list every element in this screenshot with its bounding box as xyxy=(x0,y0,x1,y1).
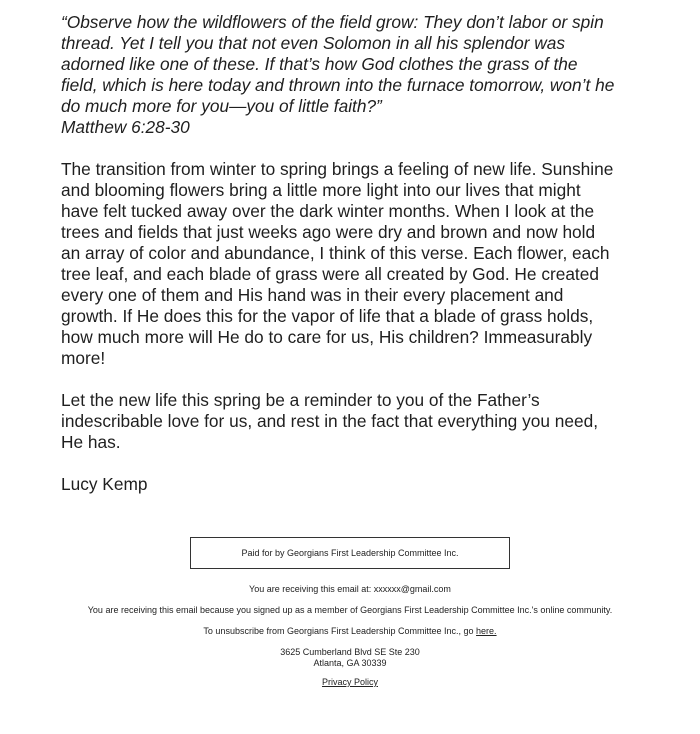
quote-line: field, which is here today and thrown into the furnace tomorrow, won’t he xyxy=(61,75,615,95)
signup-reason-notice: You are receiving this email because you signed up as a member of Georgians First Leadership Committee Inc.'s online community. xyxy=(87,605,613,615)
email-body xyxy=(61,12,661,495)
paragraph-line: more! xyxy=(61,348,106,368)
paragraph-line: how much more will He do to care for us, His children? Immeasurably xyxy=(61,327,593,347)
paid-for-disclaimer xyxy=(190,537,510,569)
privacy-policy-link[interactable]: Privacy Policy xyxy=(321,677,378,687)
quote-line: do much more for you—you of little faith?” xyxy=(61,96,382,116)
unsubscribe-text: To unsubscribe from Georgians First Leadership Committee Inc., go xyxy=(203,626,477,636)
email-footer xyxy=(0,537,700,688)
paragraph-line: and blooming flowers bring a little more light into our lives that might xyxy=(61,180,581,200)
paragraph-line: tree leaf, and each blade of grass were all created by God. He created xyxy=(61,264,599,284)
paragraph-line: an array of color and abundance, I think of this verse. Each flower, each xyxy=(61,243,610,263)
paragraph-reflection xyxy=(61,159,661,369)
unsubscribe-link[interactable]: here. xyxy=(476,626,497,636)
paragraph-line: The transition from winter to spring brings a feeling of new life. Sunshine xyxy=(61,159,614,179)
paragraph-line: trees and fields that just weeks ago were dry and brown and now hold xyxy=(61,222,596,242)
quote-citation: Matthew 6:28-30 xyxy=(61,117,190,137)
paragraph-closing xyxy=(61,390,661,453)
quote-line: “Observe how the wildflowers of the field grow: They don’t labor or spin xyxy=(61,12,604,32)
paragraph-line: every one of them and His hand was in their every placement and xyxy=(61,285,564,305)
paragraph-line: growth. If He does this for the vapor of life that a blade of grass holds, xyxy=(61,306,594,326)
unsubscribe-notice xyxy=(0,626,700,637)
privacy-policy-row xyxy=(0,677,700,688)
receiving-address-notice: You are receiving this email at: xxxxxx@gmail.com xyxy=(249,584,451,594)
author-signature: Lucy Kemp xyxy=(61,474,148,494)
paragraph-line: He has. xyxy=(61,432,121,452)
paragraph-line: Let the new life this spring be a reminder to you of the Father’s xyxy=(61,390,540,410)
quote-line: thread. Yet I tell you that not even Solomon in all his splendor was xyxy=(61,33,566,53)
paragraph-line: indescribable love for us, and rest in the fact that everything you need, xyxy=(61,411,599,431)
mailing-address-line2: Atlanta, GA 30339 xyxy=(313,658,387,668)
quote-line: adorned like one of these. If that’s how God clothes the grass of the xyxy=(61,54,578,74)
paid-for-text: Paid for by Georgians First Leadership Committee Inc. xyxy=(241,548,459,558)
bible-quote xyxy=(61,12,661,138)
paragraph-line: have felt tucked away over the dark winter months. When I look at the xyxy=(61,201,595,221)
mailing-address-line1: 3625 Cumberland Blvd SE Ste 230 xyxy=(280,647,420,657)
